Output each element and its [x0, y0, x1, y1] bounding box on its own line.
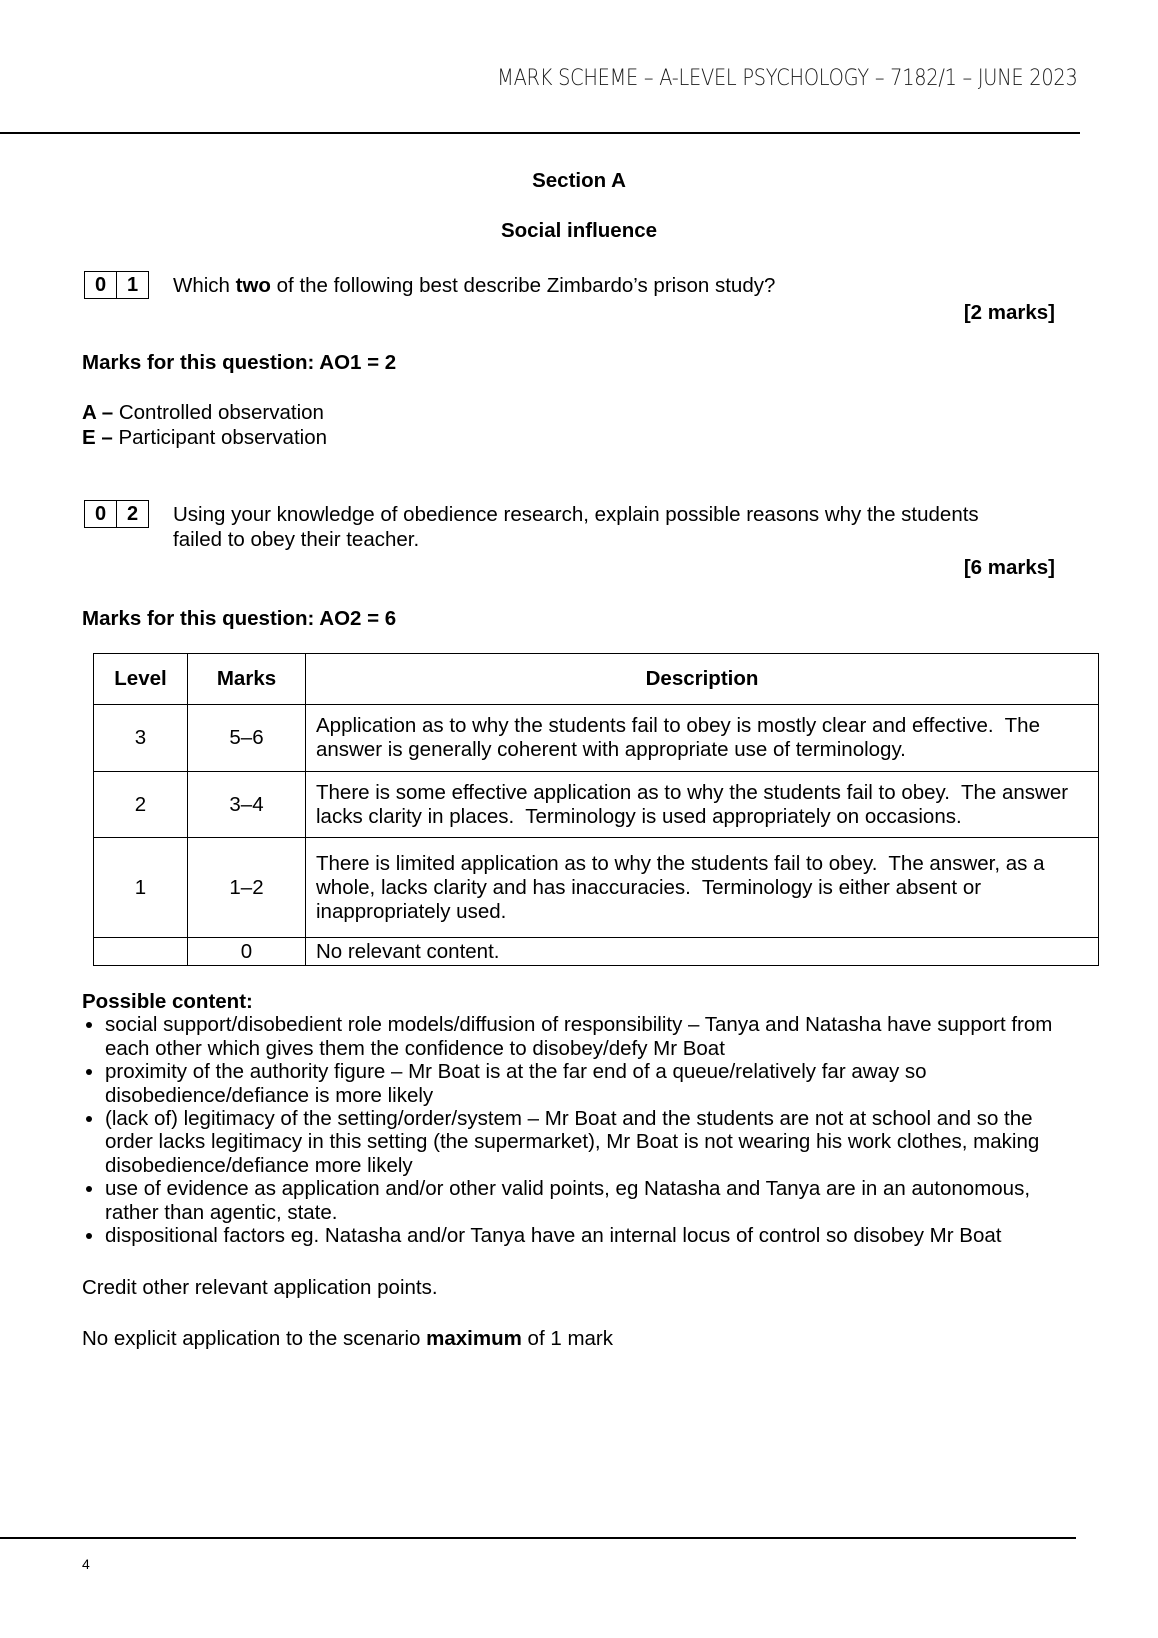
note-text-part: No explicit application to the scenario [82, 1327, 427, 1350]
answer-letter: E – [82, 426, 113, 449]
question-number-box-01 [84, 271, 149, 299]
list-item-text: (lack of) legitimacy of the setting/order/system – Mr Boat and the students are not at school and so the order lacks legitimacy in this setting (the supermarket), Mr Boat is not wearing his work clothes, making disobedience/defiance more likely [105, 1107, 1040, 1177]
table-row [94, 838, 1099, 938]
page-number: 4 [82, 1556, 90, 1572]
bullet-icon [86, 1069, 92, 1075]
section-subtitle: Social influence [500, 219, 658, 242]
level-cell: 1 [94, 838, 188, 938]
possible-content-title: Possible content: [82, 990, 253, 1013]
levels-of-response-table [93, 653, 1099, 966]
question-02-marks: [6 marks] [963, 556, 1055, 579]
column-header-level: Level [94, 654, 188, 705]
column-header-marks: Marks [188, 654, 306, 705]
bullet-icon [86, 1116, 92, 1122]
bullet-icon [86, 1022, 92, 1028]
marks-cell: 0 [188, 938, 306, 966]
bullet-icon [86, 1233, 92, 1239]
credit-note: Credit other relevant application points. [82, 1276, 438, 1299]
answer-letter: A – [82, 401, 114, 424]
description-cell: Application as to why the students fail to obey is mostly clear and effective. The answer is generally coherent with appropriate use of terminology. [306, 705, 1099, 772]
maximum-mark-note [82, 1327, 613, 1351]
list-item [82, 1060, 1082, 1107]
list-item-text: use of evidence as application and/or other valid points, eg Natasha and Tanya are in an autonomous, rather than agentic, state. [105, 1177, 1031, 1224]
level-cell [94, 938, 188, 966]
answer-e [82, 426, 327, 450]
list-item [82, 1013, 1082, 1060]
description-cell: No relevant content. [306, 938, 1099, 966]
possible-content [82, 990, 1082, 1247]
answer-a [82, 401, 324, 425]
question-01-marks-allocation: Marks for this question: AO1 = 2 [82, 351, 397, 374]
note-emphasis: maximum [426, 1327, 522, 1350]
question-number-digit: 0 [94, 503, 107, 525]
bullet-icon [86, 1186, 92, 1192]
list-item [82, 1177, 1082, 1224]
table-row [94, 772, 1099, 838]
description-cell: There is some effective application as to why the students fail to obey. The answer lacks clarity in places. Terminology is used appropriately on occasions. [306, 772, 1099, 838]
marks-cell: 5–6 [188, 705, 306, 772]
note-text-part: of 1 mark [521, 1327, 613, 1350]
question-number-digit: 1 [116, 272, 148, 298]
question-02-text-line1: Using your knowledge of obedience research, explain possible reasons why the students [173, 503, 979, 526]
marks-cell: 1–2 [188, 838, 306, 938]
question-number-box-02 [84, 500, 149, 528]
marks-cell: 3–4 [188, 772, 306, 838]
question-text-part: Which [173, 274, 236, 297]
question-02-text-line2: failed to obey their teacher. [173, 528, 420, 551]
section-title: Section A [532, 169, 626, 192]
list-item [82, 1107, 1082, 1177]
table-header-row [94, 654, 1099, 705]
level-cell: 3 [94, 705, 188, 772]
level-cell: 2 [94, 772, 188, 838]
question-number-digit: 0 [94, 274, 107, 296]
table-row [94, 705, 1099, 772]
question-text-emphasis: two [235, 274, 271, 297]
description-cell: There is limited application as to why the students fail to obey. The answer, as a whole, lacks clarity and has inaccuracies. Terminology is either absent or inappropriately used. [306, 838, 1099, 938]
document-header-title: MARK SCHEME – A-LEVEL PSYCHOLOGY – 7182/1 – JUNE 2023 [497, 66, 1078, 91]
question-02-marks-allocation: Marks for this question: AO2 = 6 [82, 607, 397, 630]
list-item [82, 1224, 1082, 1247]
header-divider [0, 132, 1080, 134]
list-item-text: proximity of the authority figure – Mr Boat is at the far end of a queue/relatively far away so disobedience/defiance is more likely [105, 1060, 927, 1107]
question-number-digit: 2 [116, 501, 148, 527]
possible-content-list [82, 1013, 1082, 1247]
question-01-text [173, 274, 775, 298]
list-item-text: dispositional factors eg. Natasha and/or Tanya have an internal locus of control so disobey Mr Boat [105, 1224, 1002, 1248]
question-text-part: of the following best describe Zimbardo’s prison study? [270, 274, 776, 297]
table-row [94, 938, 1099, 966]
footer-divider [0, 1537, 1076, 1539]
column-header-description: Description [306, 654, 1099, 705]
answer-text: Controlled observation [113, 401, 324, 424]
question-01-marks: [2 marks] [963, 301, 1055, 324]
answer-text: Participant observation [112, 426, 328, 449]
list-item-text: social support/disobedient role models/diffusion of responsibility – Tanya and Natasha have support from each other which gives them the confidence to disobey/defy Mr Boat [105, 1013, 1053, 1060]
